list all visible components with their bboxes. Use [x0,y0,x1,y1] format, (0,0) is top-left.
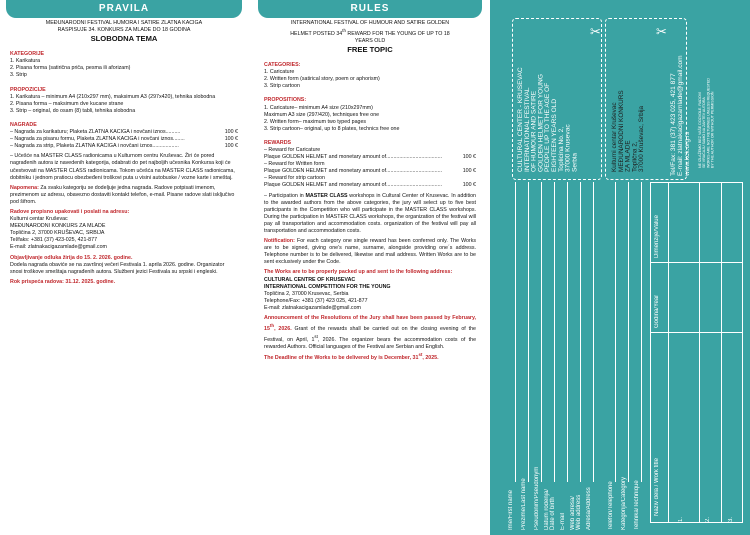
left-award-2-amount: 100 € [224,136,238,143]
mid-intro-2-sup: th [342,28,346,34]
rules-english-column [252,0,488,535]
left-heading: PRAVILA [6,0,242,18]
left-master-class-text: – Učešće na MASTER CLASS radionicama u Kulturnom centru Kruševac. Žiri će pored nagrađenih autora iz navedenih kategorija, odabrati do pet najboljih učesnika Konkursa koji će učestvovati na MASTER CLASS radionicama. Tokom učešća na MASTER CLASS radionicama, dobitniku i jednom pratiocu obezbeđeni troškovi puta u visini autobuske / vozne karte i smeštaj. [10,153,235,181]
left-categories-title: KATEGORIJE [10,51,45,58]
table-header-year: Godina/Year [654,294,660,328]
left-proposition-1: 1. Karikatura – minimum A4 (210x297 mm), maksimum A3 (297x420), tehnika slobodna [10,93,216,100]
mid-category-1: 1. Caricature [264,69,295,76]
left-intro-1: MEĐUNARODNI FESTIVAL HUMORA I SATIRE ZLATNA KACIGA [45,20,203,26]
mid-categories-title: CATEGORIES: [264,62,301,69]
left-address-line-2: MEĐUNARODNI KONKURS ZA MLADE [10,223,106,230]
mid-reward-3-label: – Reward for Written form [264,161,325,168]
table-row-divider [650,262,742,263]
mid-intro-2b: REWARD FOR THE YOUNG OF UP TO 18 [345,30,450,37]
left-category-3: 3. Strip [10,72,27,79]
left-intro-2: RASPISUJE 34. KONKURS ZA MLADE DO 18 GODINA [57,27,191,34]
field-line [615,182,616,482]
table-column-divider [668,182,669,522]
table-border-right [742,182,743,523]
left-note-text: Za svaku kategoriju se dodeljuje jedna nagrada. Radove potpisati imenom, prezimenom uz adresu, obavezno dostaviti kontakt telefon, e-mail. Pisane radove slati isključivo pod šifrom. [10,184,235,205]
field-line [567,182,568,482]
mid-proposition-1: 1. Caricature– minimum A4 size (210x297mm) [264,104,373,111]
left-award-2-label: – Nagrada za pisanu formu, Plaketa ZLATNA KACIGA i novčani iznos........ [10,136,185,143]
field-line [641,182,642,482]
mid-intro-2a: HELMET POSTED 34 [290,30,343,37]
left-note-label: Napomena: [10,184,39,191]
mid-address-bold-2: INTERNATIONAL COMPETITION FOR THE YOUNG [264,283,391,290]
mid-reward-row [264,175,476,182]
mid-notification-text: For each category one single reward has been conferred only. The Works are to be signed, giving one’s name, surname, alongside providing one´s address. Telephone number is to be delivered, likewise and mail address. Written Works are to be sent exclusively under the Code. [264,238,476,266]
mid-theme: FREE TOPIC [347,45,393,55]
field-email: E-mail [560,512,566,530]
left-award-row [10,143,238,150]
mid-ann-sup: th [269,323,275,329]
mid-deadline-a: The Deadline of the Works to be delivered by is December, 31 [264,354,419,361]
table-column-divider [699,182,700,522]
left-results-text: Dodela nagrada obaviće se na završnoj večeri Festivala 1. aprila 2026. godine. Organizator snosi troškove smeštaja nagrađenih autora. Službeni jezici Festivala su srpski i engleski. [10,261,225,275]
mid-ann-text-a: Grant of the rewards shall be carried out on the closing evening of the Festival, on April, 1 [264,325,477,343]
mid-intro-1: INTERNATIONAL FESTIVAL OF HUMOUR AND SATIRE GOLDEN [290,20,450,26]
left-award-3-label: – Nagrada za strip, Plaketa ZLATNA KACIGA i novčani iznos.................. [10,143,179,150]
field-technique: Tehnika/Technique [634,480,640,530]
field-pseudonym: Pseudonim/Pseudonym [534,466,540,530]
mid-reward-row [264,147,476,154]
mid-reward-row [264,168,476,175]
mid-deadline-b: , 2025. [422,354,439,361]
mid-propositions-title: PROPOSITIONS: [264,97,307,104]
mid-reward-5-label: – Reward for strip cartoon [264,175,325,182]
mid-category-3: 3. Strip cartoon [264,83,300,90]
mid-intro-2 [264,27,476,38]
mid-rewards-title: REWARDS [264,139,292,146]
mid-master-pre: – Participation in [264,192,306,199]
mid-heading: RULES [258,0,482,18]
field-telephone: Telefon/Telephone [608,481,614,530]
mid-address-line-3: E-mail: zlatnakacigazamlade@gmail.com [264,304,361,311]
mid-deadline [264,351,476,362]
address-english: CULTURAL CENTER - KRUSEVAC INTERNATIONAL FESTIVAL OF HUMOUR AND SATIRE GOLDEN HELMET FOR YOUNG PEOPLE UP TO THE AGE OF EIGHTEEN YEARS OLD Toplicina No. 2, 37000 Krusevac Serbia [517,67,579,172]
left-category-1: 1. Karikatura [10,58,41,65]
left-proposition-2: 2. Pisana forma – maksimum dve kucane strane [10,100,124,107]
mid-card [258,18,482,531]
field-address: Adresa/Address [586,487,592,530]
table-header-work-title: Naziv dela / Work title [654,458,660,516]
application-form-panel [490,0,750,535]
mid-reward-1-label: – Reward for Caricature [264,146,321,153]
table-row-number: 3. [728,516,734,522]
left-awards-title: NAGRADE [10,121,37,128]
left-results-title: Objavljivanje odluka žirija do 15. 2. 2026. godine. [10,254,133,261]
table-border-bottom [650,522,742,523]
mid-ann-text-b: , 2026. The organizer bears the accommodation costs of the rewarded Authors. Official languages of the Festival are Serbian and English. [264,336,477,350]
table-column-divider [721,182,722,522]
mid-address-line-2: Telephone/Fax: +381 (37) 423 025, 421-877 [264,297,368,304]
field-line [628,182,629,482]
mid-proposition-3: 2. Written form– maximum two typed pages [264,118,367,125]
field-last-name: Prezime/Last name [521,478,527,530]
mid-reward-row [264,154,476,161]
left-award-3-amount: 100 € [224,143,238,150]
fine-print: NE IZLAŽEMO BEZ VAŠE DOZVOLE. RADOVI SE VRAĆAJU SAMO NA ZAHTEV AUTORA WORKS ARE NOT RETURNED UNLESS REQUESTED BY THE AUTHOR OR WITHOUT PERMISSION [698,78,715,168]
mid-ann-text-sup: st [314,334,318,339]
left-address-line-5: E-mail: zlatnakacigazamlade@gmail.com [10,244,107,251]
left-award-row [10,136,238,143]
field-category: Kategorija/Category [621,476,627,530]
left-theme: SLOBODNA TEMA [90,34,158,44]
mid-master-post: workshops in Cultural Center of Krusevac. In addition to the awarded authors from the above categories, the jury will select up to five best participants in the Competition who will participate in the MASTER CLASS workshops. During the participation in MASTER CLASS workshops, the organization of the festival will pay all transportation and accommodation costs. organization of the festival will pay all transportation and accommodation costs. [264,192,476,235]
address-serbian: Kulturni centar Kruševac MEĐUNARODNI KONKURS ZA MLADE Toplična 2, 37000 Kruševac, Srbija [611,90,646,172]
table-row-number: 1. [678,516,684,522]
field-line [515,182,516,482]
mid-ann-b: , 2026. [274,325,292,332]
mid-reward-row [264,182,476,189]
table-row-divider [650,332,742,333]
mid-reward-2-label: Plaque GOLDEN HELMET and monetary amount of...................................... [264,154,443,161]
field-web-address: Web adresa/ Web address [570,494,582,530]
mid-address-title: The Works are to be properly packed up and sent to the following address: [264,269,453,276]
mid-reward-4-label: Plaque GOLDEN HELMET and monetary amount of...................................... [264,168,443,175]
mid-notification [264,238,476,266]
mid-reward-6-amount: 100 € [462,182,476,189]
left-address-line-1: Kulturni centar Kruševac [10,216,68,223]
left-address-line-4: Tel/faks: +381 (37) 423-025, 421-877 [10,237,98,244]
mid-master-class-text [264,193,476,236]
table-row-number: 2. [705,516,711,522]
left-deadline: Rok prispeća radova: 31.12. 2025. godine. [10,278,116,285]
left-note [10,185,238,206]
field-line [593,182,594,482]
scissors-icon: ✂ [590,24,601,39]
contact-info: Tel/Fax: 381 (37) 423 025, 421 877 E-mail: zlatnakacigazamlade@gmail.com www.kck.org.rs [670,55,691,176]
mid-announcement [264,315,476,351]
mid-reward-4-amount: 100 € [462,168,476,175]
left-category-2: 2. Pisana forma (satirična priča, pesma ili aforizam) [10,65,131,72]
mid-reward-row [264,161,476,168]
mid-deadline-sup: st [418,351,423,357]
mid-category-2: 2. Written form (satirical story, poem or aphorism) [264,76,380,83]
left-card [6,18,242,531]
mid-notification-label: Notification: [264,238,295,245]
field-date-of-birth: Datum rođenja/ Date of birth [544,488,556,530]
mid-reward-6-label: Plaque GOLDEN HELMET and monetary amount of...................................... [264,182,443,189]
mid-master-bold: MASTER CLASS [305,192,348,199]
table-header-dimensions: Dimenzije/Value [654,215,660,258]
mid-address-line-1: Topličina 2, 37000 Krusevac, Serbia [264,290,349,297]
left-award-row [10,129,238,136]
left-award-1-amount: 100 € [224,129,238,136]
mid-intro-3: YEARS OLD [354,37,386,44]
mid-reward-2-amount: 100 € [462,154,476,161]
left-proposition-3: 3. Strip – original, do osam (8) tabli, tehnika slobodna [10,107,136,114]
mid-ann-a: Announcement of the Resolutions of the Jury shall have been passed by February, 15 [264,315,476,332]
left-address-title: Radove propisno upakovati i poslati na adresu: [10,208,130,215]
field-line [528,182,529,482]
left-address-line-3: Topličina 2, 37000 KRUŠEVAC, SRBIJA [10,230,105,237]
table-border-left [650,182,651,522]
field-first-name: Ime/First name [508,489,514,530]
mid-address-bold-1: CULTURAL CENTRE OF KRUSEVAC [264,276,356,283]
field-line [541,182,542,482]
mid-proposition-4: 3. Strip cartoon– original, up to 8 plates, technics free one [264,125,400,132]
rules-serbian-column [0,0,248,535]
mid-proposition-2: Maximum A3 size (297/420), techniques free one [264,111,380,118]
table-border-top [650,182,742,183]
left-propositions-title: PROPOZICIJE [10,86,46,93]
scissors-icon: ✂ [656,24,667,39]
left-award-1-label: – Nagrada za karikaturu; Plaketa ZLATNA KACIGA i novčani iznos.......... [10,129,181,136]
